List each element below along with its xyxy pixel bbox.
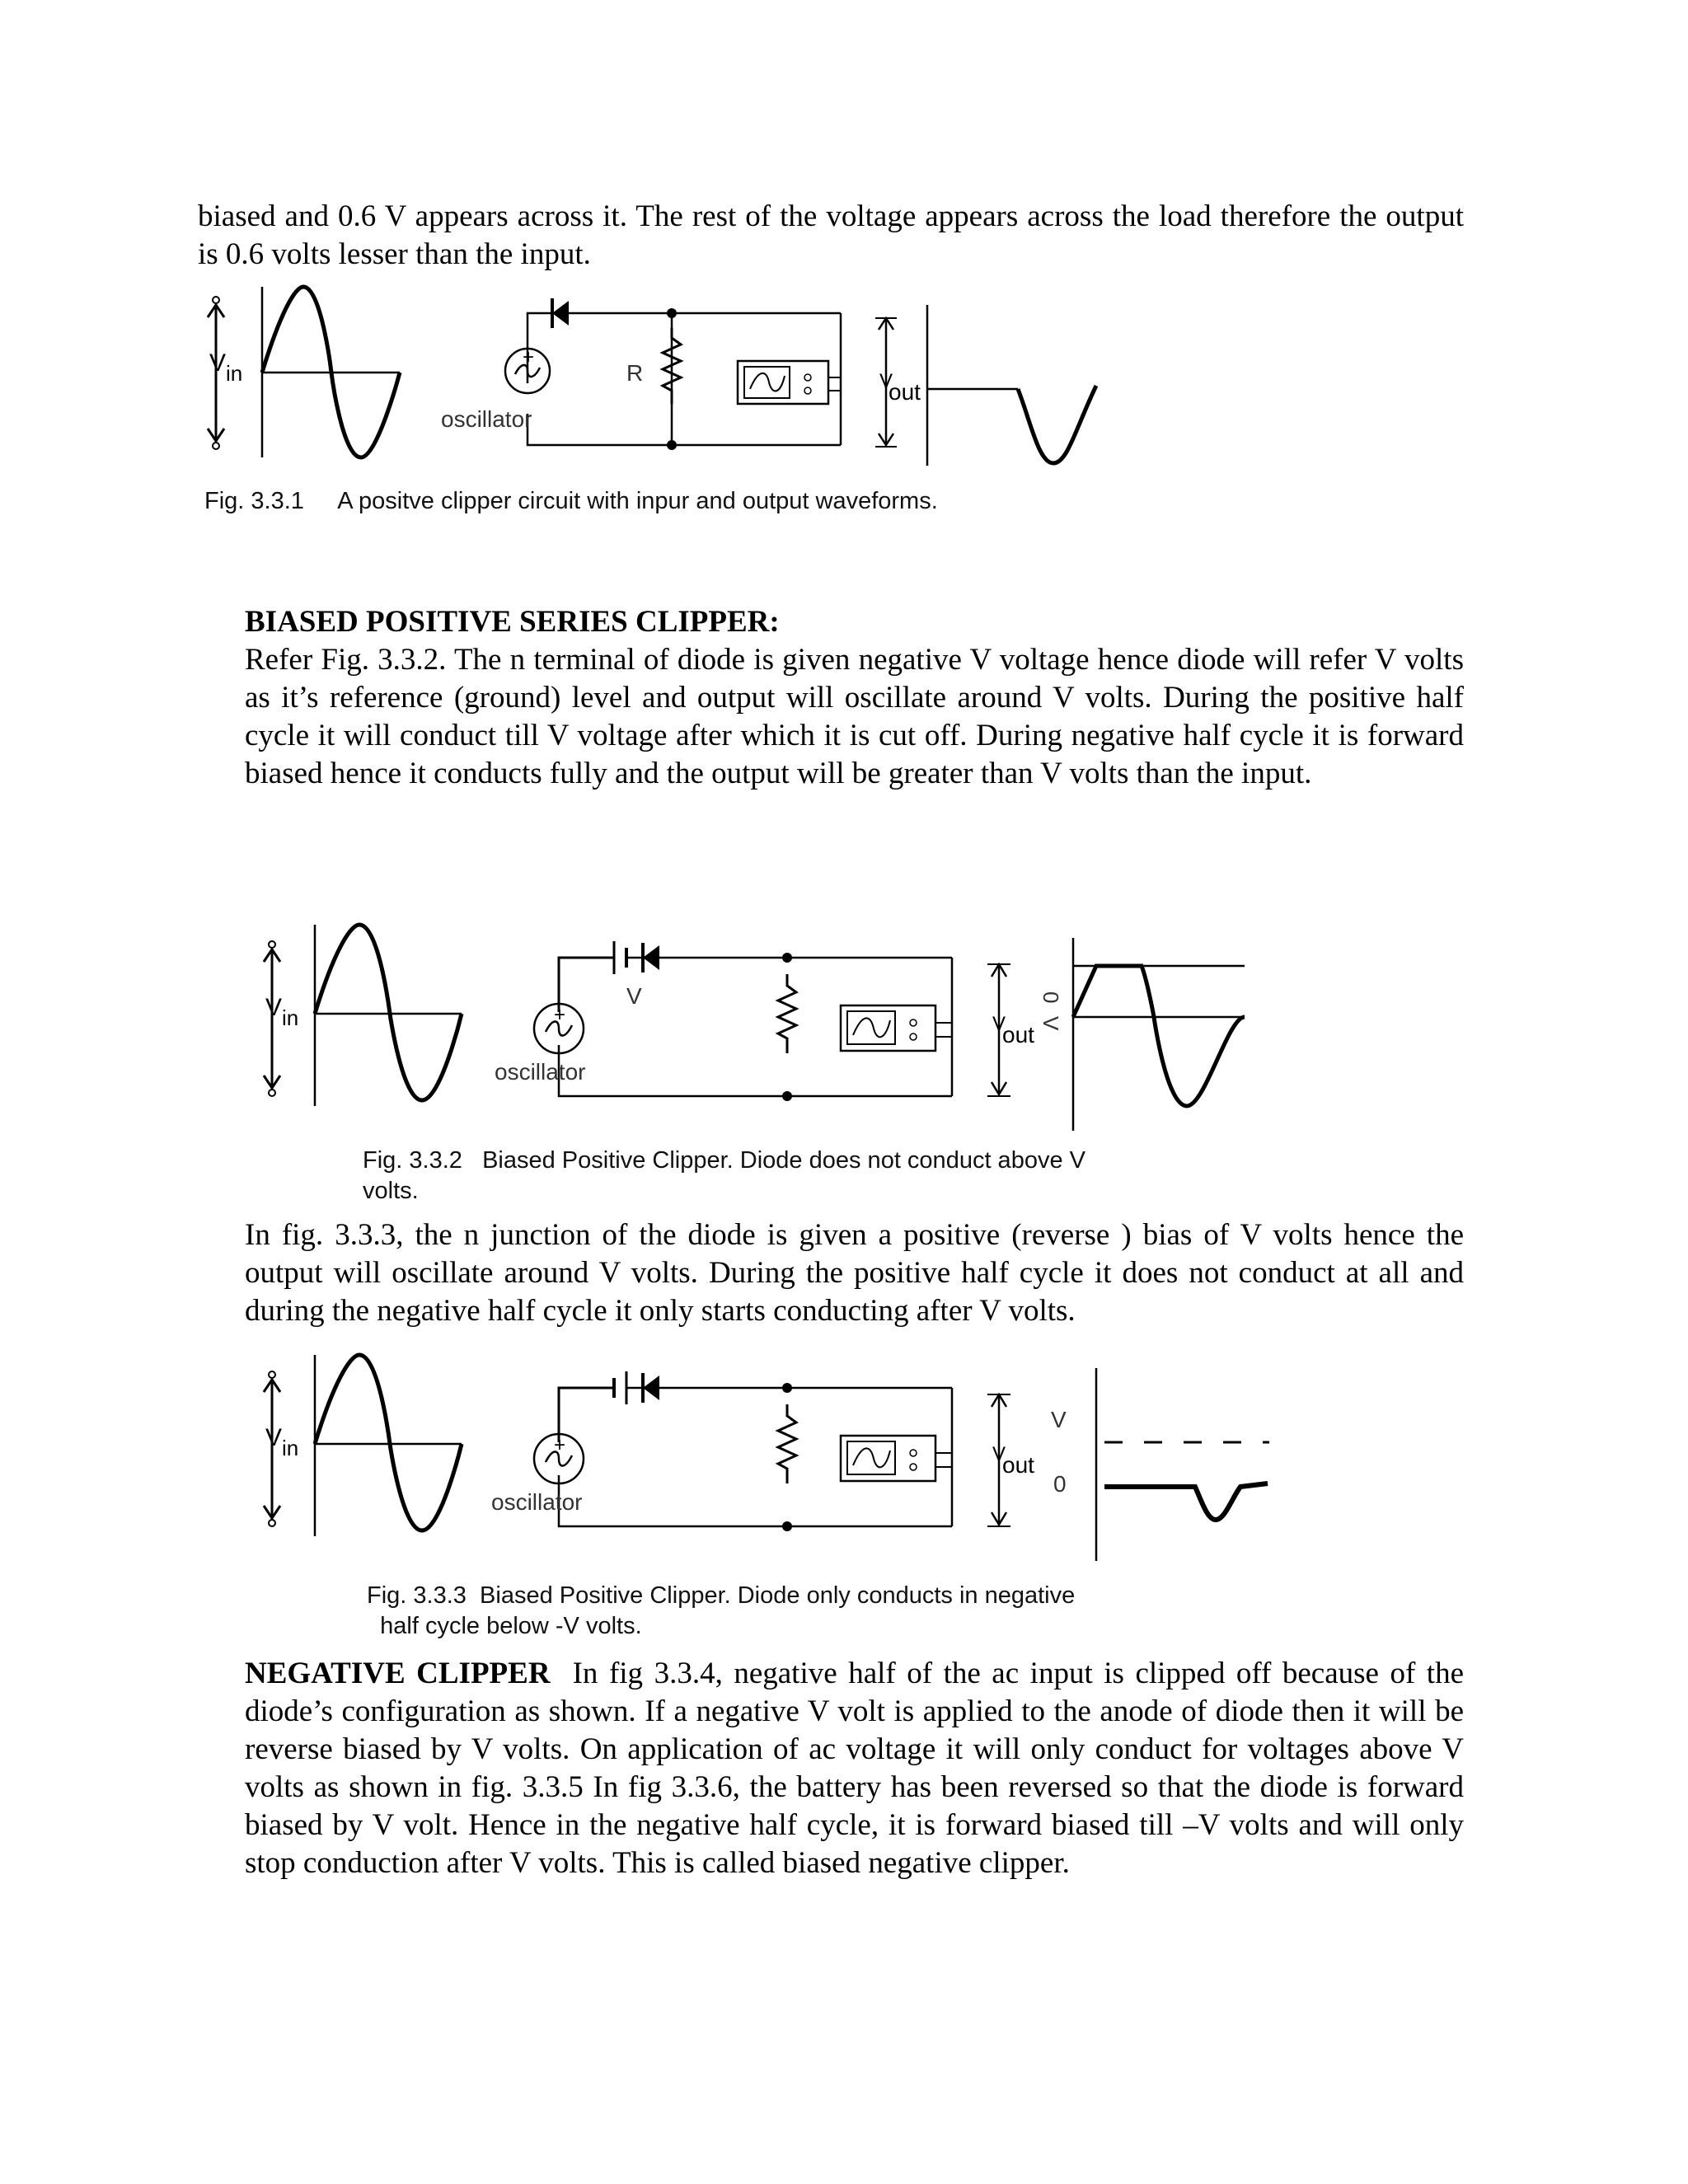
figure-3-3-3 bbox=[247, 1345, 1286, 1576]
output-clipped-wave bbox=[1104, 1483, 1268, 1520]
paragraph-fig-3-3-3: In fig. 3.3.3, the n junction of the diode is given a positive (reverse ) bias of V volts hence the output will oscillate around V volts. During the positive half cycle it does not conduct at all and during the negative half cycle it only starts conducting after V volts. bbox=[245, 1218, 1464, 1328]
svg-text:+: + bbox=[523, 346, 535, 368]
figure-3-3-2 bbox=[247, 915, 1286, 1146]
svg-text:+: + bbox=[554, 1004, 566, 1026]
figure-3-3-1 bbox=[198, 280, 1121, 470]
battery-label: V bbox=[626, 983, 642, 1009]
caption-continuation: half cycle below -V volts. bbox=[380, 1613, 642, 1639]
section-heading-biased-positive-series-clipper: BIASED POSITIVE SERIES CLIPPER: bbox=[245, 605, 780, 639]
vin-sub: in bbox=[282, 1005, 299, 1030]
section2-body: In fig 3.3.4, negative half of the ac input is clipped off because of the diode’s configuration as shown. If a negative V volt is applied to the anode of diode then it will be reverse biased by V volts. On application of ac voltage it will only conduct for voltages above V volts as shown in fig. 3.3.5 In fig 3.3.6, the battery has been reversed so that the diode is forward biased by V volt. Hence in the negative half cycle, it is forward biased till –V volts and will only stop conduction after V volts. This is called biased negative clipper. bbox=[245, 1657, 1465, 1880]
vin-label: V bbox=[209, 349, 227, 377]
level-zero-label: 0 bbox=[1039, 991, 1063, 1004]
vout-label: V bbox=[992, 1443, 1006, 1465]
section-negative-clipper bbox=[245, 1655, 1464, 1882]
oscillator-label: oscillator bbox=[495, 1059, 586, 1085]
section-heading-negative-clipper: NEGATIVE CLIPPER bbox=[245, 1657, 551, 1690]
section1-body: Refer Fig. 3.3.2. The n terminal of diode is given negative V voltage hence diode will refer V volts as it’s reference (ground) level and output will oscillate around V volts. During the positive half cycle it will conduct till V voltage after which it is cut off. During negative half cycle it is forward biased hence it conducts fully and the output will be greater than V volts than the input. bbox=[245, 643, 1464, 790]
intro-paragraph: biased and 0.6 V appears across it. The rest of the voltage appears across the load therefore the output is 0.6 volts lesser than the input. bbox=[198, 199, 1464, 271]
oscillator-label: oscillator bbox=[491, 1489, 583, 1515]
vout-label: V bbox=[879, 370, 893, 392]
vout-sub: out bbox=[1002, 1452, 1034, 1478]
figure-3-3-3-caption bbox=[367, 1581, 1273, 1642]
caption-text: A positve clipper circuit with inpur and output waveforms. bbox=[337, 488, 938, 514]
vout-sub: out bbox=[1002, 1022, 1034, 1047]
caption-continuation: volts. bbox=[363, 1178, 419, 1204]
vin-sub: in bbox=[226, 361, 243, 386]
vin-label: V bbox=[265, 1424, 283, 1451]
diode-symbol bbox=[552, 298, 569, 328]
vout-label: V bbox=[992, 1013, 1006, 1035]
resistor-label: R bbox=[626, 360, 644, 386]
resistor-symbol bbox=[663, 328, 681, 404]
oscillator-label: oscillator bbox=[441, 406, 532, 432]
svg-text:+: + bbox=[554, 1434, 566, 1456]
vin-label: V bbox=[265, 994, 283, 1021]
caption-number: Fig. 3.3.3 bbox=[367, 1582, 467, 1609]
vout-sub: out bbox=[889, 379, 921, 405]
level-zero-label: 0 bbox=[1053, 1471, 1067, 1497]
figure-3-3-2-caption bbox=[363, 1146, 1269, 1207]
caption-number: Fig. 3.3.1 bbox=[204, 488, 304, 514]
caption-text: Biased Positive Clipper. Diode only conducts in negative bbox=[480, 1582, 1076, 1609]
output-clipped-wave bbox=[1073, 966, 1245, 1106]
output-clipped-wave bbox=[1018, 386, 1096, 463]
figure-3-3-1-caption bbox=[204, 486, 1111, 517]
vin-sub: in bbox=[282, 1436, 299, 1460]
level-v-label: V bbox=[1051, 1407, 1067, 1432]
caption-number: Fig. 3.3.2 bbox=[363, 1147, 462, 1174]
level-v-label: V bbox=[1039, 1016, 1063, 1031]
caption-text: Biased Positive Clipper. Diode does not conduct above V bbox=[482, 1147, 1085, 1174]
